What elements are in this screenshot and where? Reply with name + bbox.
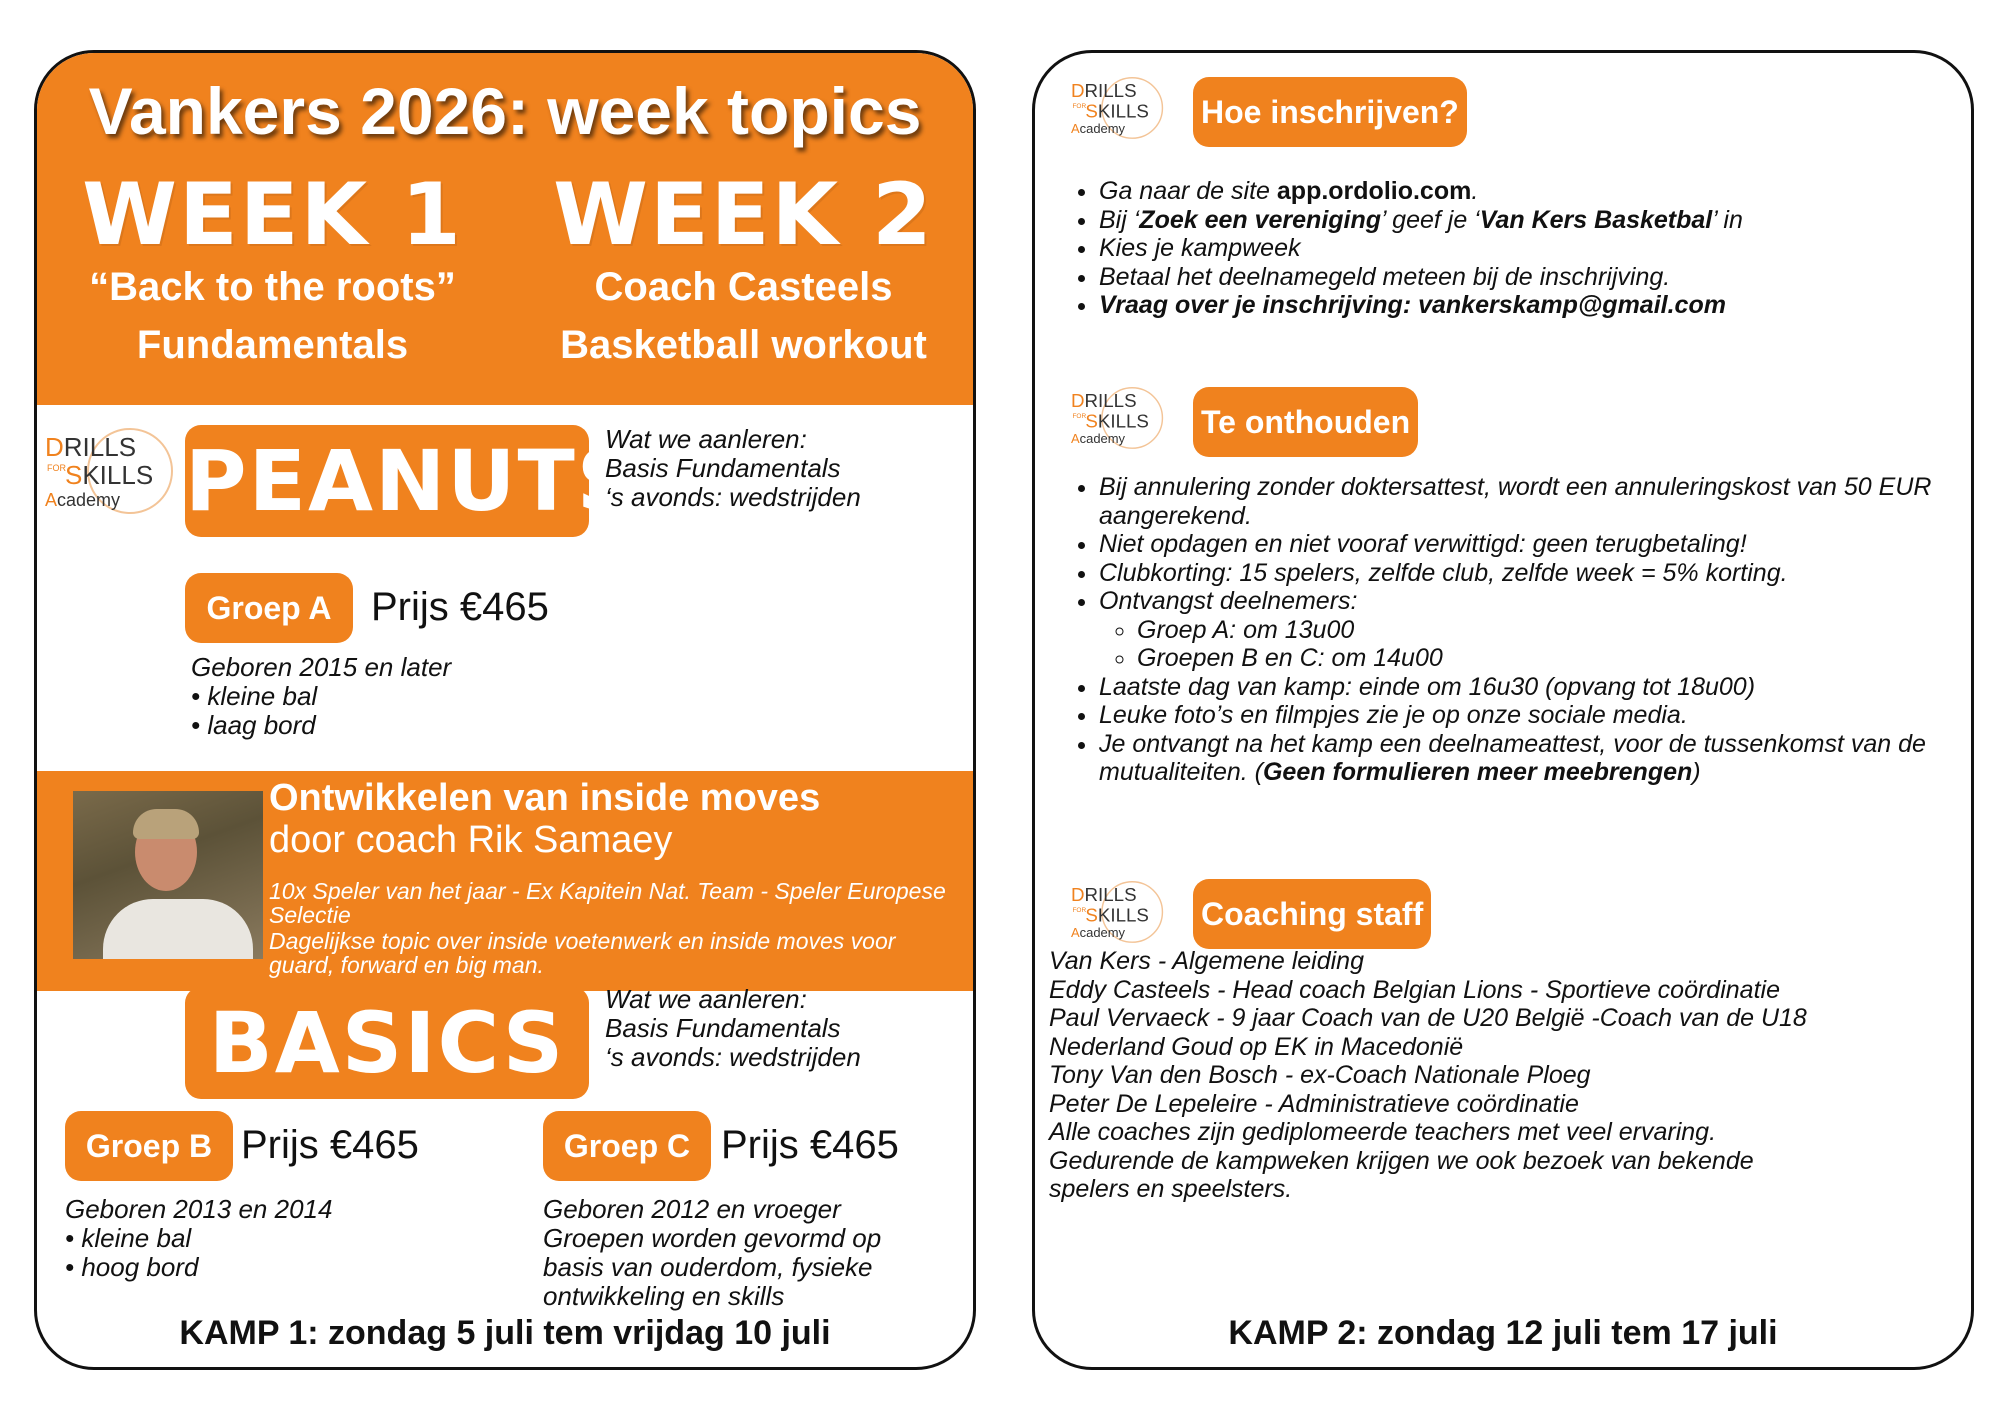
peanuts-learn-1: Basis Fundamentals	[605, 453, 841, 483]
staff-line: Nederland Goud op EK in Macedonië	[1049, 1032, 1464, 1061]
peanuts-learn-2: ‘s avonds: wedstrijden	[605, 482, 861, 512]
basics-learn-title: Wat we aanleren:	[605, 984, 807, 1014]
groep-c-line-4: ontwikkeling en skills	[543, 1281, 785, 1311]
inschrijven-list	[1065, 177, 1974, 320]
list-item: ◦ Groepen B en C: om 14u00	[1137, 644, 1974, 673]
week2-topic: Coach Casteels	[594, 265, 893, 309]
list-item: • Laatste dag van kamp: einde om 16u30 (opvang tot 18u00)	[1099, 673, 1974, 702]
kamp1-dates: KAMP 1: zondag 5 juli tem vrijdag 10 juli	[179, 1314, 831, 1352]
groep-b-bullet-1: • kleine bal	[65, 1223, 192, 1253]
drills-for-skills-logo: DRILLS FOR SKILLS Academy	[1071, 387, 1168, 452]
week2-subtopic: Basketball workout	[560, 323, 927, 367]
band-subtitle: door coach Rik Samaey	[269, 819, 673, 861]
onthouden-list	[1065, 473, 1974, 787]
staff-line: Alle coaches zijn gediplomeerde teachers met veel ervaring.	[1049, 1118, 1717, 1146]
drills-for-skills-logo: DRILLS FOR SKILLS Academy	[1071, 881, 1168, 946]
list-item: • Bij ‘Zoek een vereniging’ geef je ‘Van Kers Basketbal’ in	[1099, 206, 1974, 235]
week2-label: WEEK 2	[553, 165, 934, 265]
staff-line: spelers en speelsters.	[1049, 1175, 1293, 1203]
week1-subtopic: Fundamentals	[136, 323, 409, 367]
right-card	[1032, 50, 1974, 1370]
groep-a-bullet-1: • kleine bal	[191, 681, 318, 711]
groep-a-bullet-2: • laag bord	[191, 710, 316, 740]
staff-line: Gedurende de kampweken krijgen we ook bezoek van bekende	[1049, 1146, 1754, 1175]
basics-learn-2: ‘s avonds: wedstrijden	[605, 1042, 861, 1072]
inside-moves-band	[37, 771, 973, 991]
contact-email[interactable]: Vraag over je inschrijving: vankerskamp@gmail.com	[1099, 291, 1726, 319]
list-item: • Kies je kampweek	[1099, 234, 1974, 263]
staff-line: Van Kers - Algemene leiding	[1049, 947, 1364, 975]
groep-c-line-2: Groepen worden gevormd op	[543, 1223, 882, 1253]
page-title: Vankers 2026: week topics	[88, 74, 922, 148]
groep-b-badge: Groep B	[65, 1111, 233, 1181]
basics-learn-1: Basis Fundamentals	[605, 1013, 841, 1043]
list-item: • Clubkorting: 15 spelers, zelfde club, zelfde week = 5% korting.	[1099, 559, 1974, 588]
groep-c-line-3: basis van ouderdom, fysieke	[543, 1252, 873, 1282]
section-title-onthouden: Te onthouden	[1193, 387, 1418, 457]
week-topics-header	[37, 53, 973, 405]
peanuts-learn-title: Wat we aanleren:	[605, 424, 807, 454]
groep-a-badge: Groep A	[185, 573, 353, 643]
peanuts-badge: PEANUTS	[185, 425, 589, 537]
band-title: Ontwikkelen van inside moves	[269, 777, 821, 819]
week1-topic: “Back to the roots”	[89, 265, 456, 309]
drills-for-skills-logo: DRILLS FOR SKILLS Academy	[45, 428, 180, 518]
groep-c-price: Prijs €465	[721, 1123, 899, 1167]
groep-b-price: Prijs €465	[241, 1123, 419, 1167]
list-item: • Ga naar de site app.ordolio.com.	[1099, 177, 1974, 206]
list-item: • Bij annulering zonder doktersattest, wordt een annuleringskost van 50 EUR aangerekend.	[1099, 473, 1974, 530]
staff-line: Eddy Casteels - Head coach Belgian Lions - Sportieve coördinatie	[1049, 975, 1780, 1004]
drills-for-skills-logo: DRILLS FOR SKILLS Academy	[1071, 77, 1168, 142]
list-item	[1099, 291, 1974, 320]
list-item: • Ontvangst deelnemers: ◦ Groep A: om 13u00 ◦ Groepen B en C: om 14u00	[1099, 587, 1974, 673]
left-card	[34, 50, 976, 1370]
groep-b-born: Geboren 2013 en 2014	[65, 1194, 333, 1224]
week1-label: WEEK 1	[82, 165, 463, 265]
groep-a-born: Geboren 2015 en later	[191, 652, 452, 682]
groep-b-bullet-2: • hoog bord	[65, 1252, 199, 1282]
groep-c-line-1: Geboren 2012 en vroeger	[543, 1194, 841, 1224]
staff-line: Paul Vervaeck - 9 jaar Coach van de U20 België -Coach van de U18	[1049, 1004, 1807, 1032]
staff-line: Tony Van den Bosch - ex-Coach Nationale Ploeg	[1049, 1061, 1591, 1089]
groep-c-badge: Groep C	[543, 1111, 711, 1181]
ordolio-link[interactable]: app.ordolio.com	[1276, 177, 1472, 205]
list-item: ◦ Groep A: om 13u00	[1137, 616, 1974, 645]
staff-line: Peter De Lepeleire - Administratieve coördinatie	[1049, 1089, 1579, 1118]
section-title-coaching-staff: Coaching staff	[1193, 879, 1431, 949]
band-coach-info: 10x Speler van het jaar - Ex Kapitein Nat. Team - Speler Europese Selectie	[269, 878, 946, 928]
groep-a-price: Prijs €465	[371, 585, 549, 629]
band-topic-info: Dagelijkse topic over inside voetenwerk en inside moves voor guard, forward en big man.	[269, 928, 896, 978]
section-title-inschrijven: Hoe inschrijven?	[1193, 77, 1467, 147]
list-item: • Betaal het deelnamegeld meteen bij de inschrijving.	[1099, 263, 1974, 292]
coaching-staff-list	[1049, 947, 1949, 1204]
list-item: • Leuke foto’s en filmpjes zie je op onze sociale media.	[1099, 701, 1974, 730]
basics-badge: BASICS	[185, 987, 589, 1099]
coach-photo	[73, 791, 263, 959]
list-item: • Je ontvangt na het kamp een deelnameattest, voor de tussenkomst van de mutualiteiten. (Geen formulieren meer meebrengen)	[1099, 730, 1974, 787]
list-item: • Niet opdagen en niet vooraf verwittigd: geen terugbetaling!	[1099, 530, 1974, 559]
kamp2-dates: KAMP 2: zondag 12 juli tem 17 juli	[1228, 1314, 1778, 1352]
